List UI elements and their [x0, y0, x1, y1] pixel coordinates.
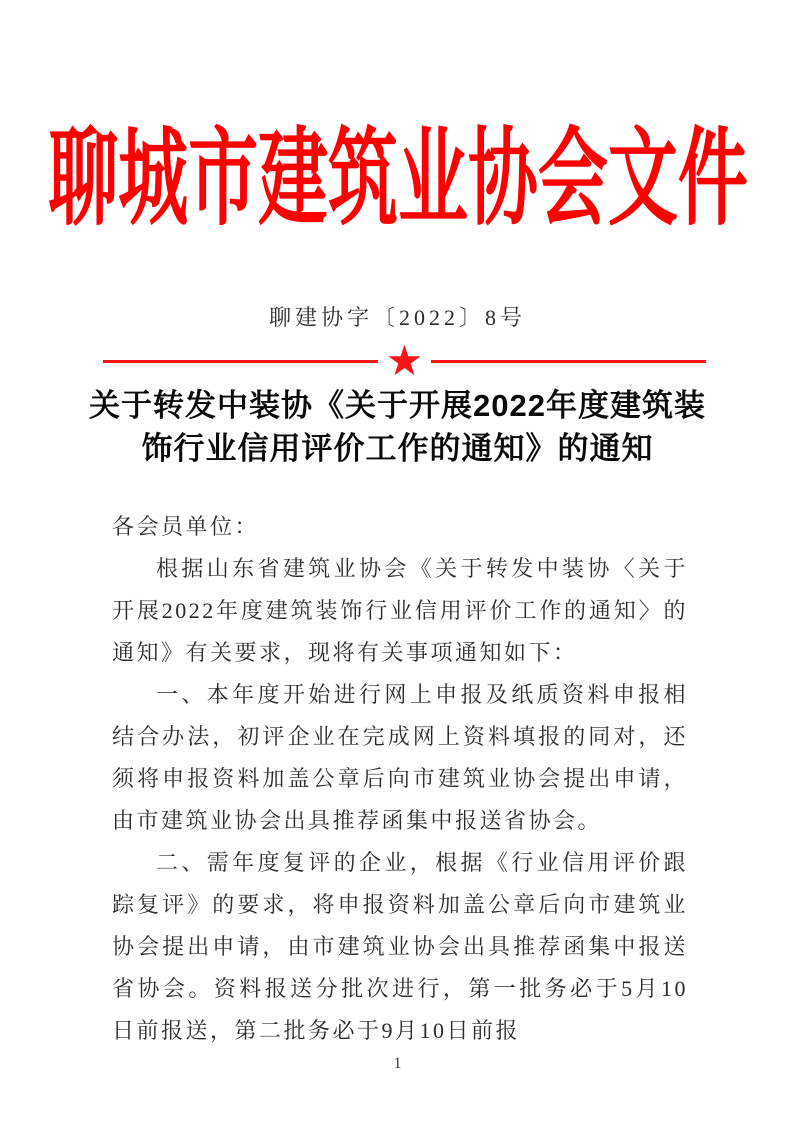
star-icon: ★: [385, 339, 424, 385]
org-masthead-text: 聊城市建筑业协会文件: [47, 121, 748, 238]
document-body: [112, 506, 688, 1052]
divider-line-left: [103, 360, 378, 363]
org-masthead: [0, 122, 795, 239]
page-number: 1: [393, 1055, 402, 1072]
red-divider: [103, 339, 706, 385]
document-title: [0, 384, 795, 470]
paragraph-3: 二、需年度复评的企业，根据《行业信用评价跟踪复评》的要求，将申报资料加盖公章后向市建筑业协会提出申请，由市建筑业协会出具推荐函集中报送省协会。资料报送分批次进行，第一批务必于5月10日前报送，第二批务必于9月10日前报: [112, 850, 688, 1043]
salutation: 各会员单位：: [112, 514, 260, 539]
document-title-line-2: 饰行业信用评价工作的通知》的通知: [141, 431, 654, 466]
paragraph-1: 根据山东省建筑业协会《关于转发中装协〈关于开展2022年度建筑装饰行业信用评价工作的通知〉的通知》有关要求，现将有关事项通知如下：: [112, 556, 688, 665]
doc-number: 聊建协字〔2022〕8号: [268, 305, 526, 330]
divider-line-right: [431, 360, 706, 363]
document-title-line-1: 关于转发中装协《关于开展2022年度建筑装: [89, 388, 706, 423]
paragraph-2: 一、本年度开始进行网上申报及纸质资料申报相结合办法，初评企业在完成网上资料填报的同对，还须将申报资料加盖公章后向市建筑业协会提出申请，由市建筑业协会出具推荐函集中报送省协会。: [112, 682, 688, 833]
